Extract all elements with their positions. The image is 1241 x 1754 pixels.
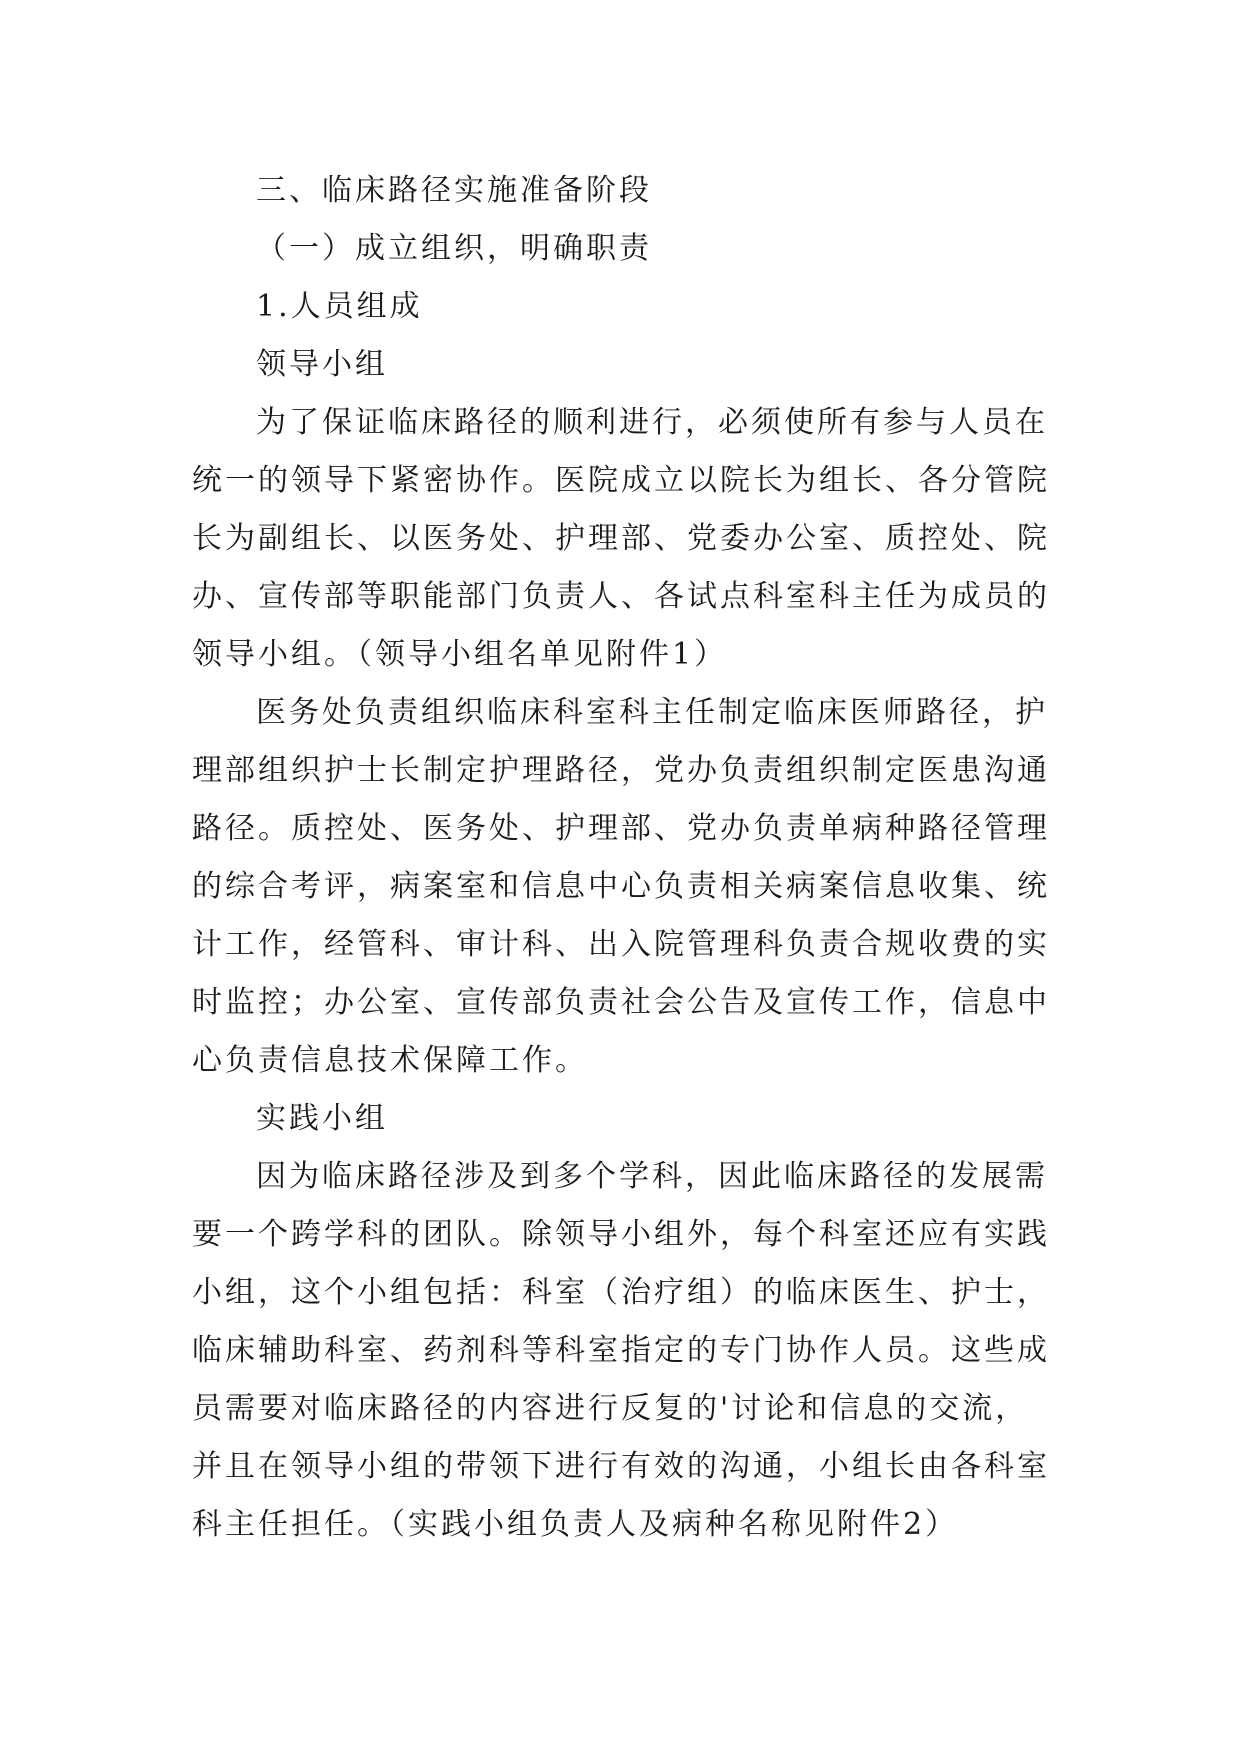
paragraph-line: 要一个跨学科的团队。除领导小组外，每个科室还应有实践 [192, 1217, 1050, 1252]
paragraph-responsibilities [192, 684, 1052, 1090]
item-heading: 1.人员组成 [256, 289, 423, 324]
paragraph-line: 路径。质控处、医务处、护理部、党办负责单病种路径管理 [192, 811, 1050, 846]
paragraph-line: 并且在领导小组的带领下进行有效的沟通，小组长由各科室 [192, 1449, 1050, 1484]
paragraph-line: 理部组织护士长制定护理路径，党办负责组织制定医患沟通 [192, 753, 1050, 788]
paragraph-line: 的综合考评，病案室和信息中心负责相关病案信息收集、统 [192, 869, 1050, 904]
paragraph-line: 办、宣传部等职能部门负责人、各试点科室科主任为成员的 [192, 579, 1050, 614]
paragraph-line: 临床辅助科室、药剂科等科室指定的专门协作人员。这些成 [192, 1333, 1050, 1368]
paragraph-line: 心负责信息技术保障工作。 [192, 1043, 588, 1078]
subsection-heading: （一）成立组织，明确职责 [256, 231, 652, 266]
paragraph-line: 科主任担任。（实践小组负责人及病种名称见附件2） [192, 1507, 959, 1542]
paragraph-leadership [192, 394, 1052, 684]
paragraph-practice [192, 1148, 1052, 1554]
paragraph-line: 时监控；办公室、宣传部负责社会公告及宣传工作，信息中 [192, 985, 1050, 1020]
group-heading-leadership: 领导小组 [256, 347, 388, 382]
paragraph-line: 为了保证临床路径的顺利进行，必须使所有参与人员在 [256, 405, 1048, 440]
paragraph-line: 因为临床路径涉及到多个学科，因此临床路径的发展需 [256, 1159, 1048, 1194]
paragraph-line: 医务处负责组织临床科室科主任制定临床医师路径，护 [256, 695, 1048, 730]
document-body [192, 162, 1052, 1554]
section-heading: 三、临床路径实施准备阶段 [256, 173, 652, 208]
group-heading-practice: 实践小组 [256, 1101, 388, 1136]
paragraph-line: 员需要对临床路径的内容进行反复的'讨论和信息的交流， [192, 1391, 1029, 1426]
paragraph-line: 领导小组。（领导小组名单见附件1） [192, 637, 728, 672]
paragraph-line: 长为副组长、以医务处、护理部、党委办公室、质控处、院 [192, 521, 1050, 556]
paragraph-line: 小组，这个小组包括：科室（治疗组）的临床医生、护士， [192, 1275, 1050, 1310]
paragraph-line: 统一的领导下紧密协作。医院成立以院长为组长、各分管院 [192, 463, 1050, 498]
paragraph-line: 计工作，经管科、审计科、出入院管理科负责合规收费的实 [192, 927, 1050, 962]
